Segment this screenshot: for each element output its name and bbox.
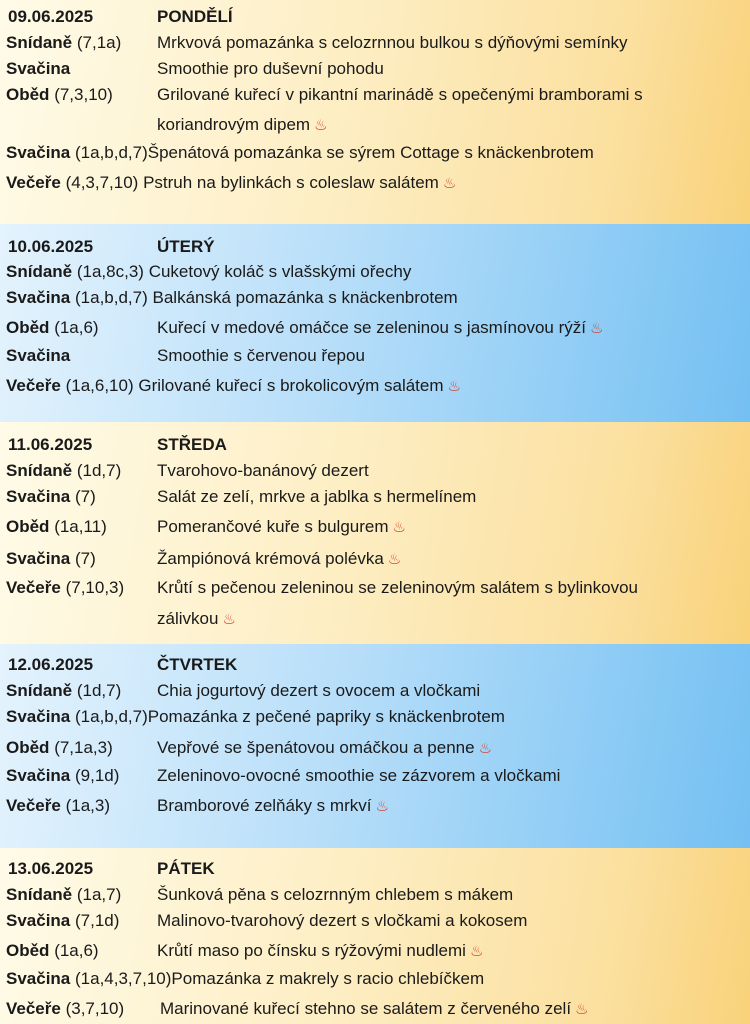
meal-label: Večeře	[6, 376, 61, 395]
meal-allergens: (7,1d)	[75, 911, 120, 930]
meal-dish: Bramborové zelňáky s mrkví	[157, 796, 372, 815]
meal-label: Svačina	[6, 143, 71, 162]
meal-allergens: (7,1a)	[76, 33, 122, 52]
hot-meal-icon: ♨	[375, 798, 389, 815]
meal-label: Svačina	[6, 288, 71, 307]
hot-meal-icon: ♨	[442, 175, 457, 192]
meal-allergens: (1a,6)	[54, 941, 99, 960]
meal-label: Oběd	[6, 941, 50, 960]
meal-dish: Malinovo-tvarohový dezert s vločkami a kokosem	[157, 911, 528, 930]
hot-meal-icon: ♨	[447, 378, 461, 395]
meal-allergens: (1a,7)	[76, 885, 122, 904]
meal-allergens: (7,3,10)	[54, 85, 113, 104]
meal-dish: Kuřecí v medové omáčce se zeleninou s jasmínovou rýží	[157, 318, 586, 337]
meal-label: Snídaně	[6, 681, 73, 700]
meal-dish: Mrkvová pomazánka s celozrnnou bulkou s dýňovými semínky	[157, 33, 628, 52]
meal-label: Snídaně	[6, 885, 73, 904]
meal-allergens: (1a,6,10)	[65, 376, 134, 395]
day-block-friday	[0, 848, 750, 1024]
meal-label: Večeře	[6, 999, 61, 1018]
meal-label: Svačina	[6, 707, 71, 726]
hot-meal-icon: ♨	[222, 611, 236, 628]
meal-dish: Tvarohovo-banánový dezert	[157, 461, 369, 480]
meal-dish: Šunková pěna s celozrnným chlebem s mákem	[157, 885, 514, 904]
meal-label: Snídaně	[6, 461, 73, 480]
meal-dish-continued: koriandrovým dipem	[157, 115, 311, 134]
meal-allergens: (7,10,3)	[65, 578, 125, 597]
day-name: STŘEDA	[157, 435, 227, 454]
meal-dish: Cuketový koláč s vlašskými ořechy	[148, 262, 412, 281]
hot-meal-icon: ♨	[314, 117, 328, 134]
hot-meal-icon: ♨	[589, 320, 604, 337]
meal-allergens: (3,7,10)	[65, 999, 125, 1018]
meal-label: Svačina	[6, 969, 71, 988]
meal-label: Snídaně	[6, 262, 73, 281]
meal-label: Oběd	[6, 85, 50, 104]
meal-dish: Salát ze zelí, mrkve a jablka s hermelínem	[157, 487, 477, 506]
meal-dish: Krůtí maso po čínsku s rýžovými nudlemi	[157, 941, 466, 960]
meal-dish: Smoothie s červenou řepou	[157, 346, 365, 365]
meal-dish: Krůtí s pečenou zeleninou se zeleninovým salátem s bylinkovou	[157, 578, 638, 597]
hot-meal-icon: ♨	[469, 943, 484, 960]
hot-meal-icon: ♨	[575, 1001, 589, 1018]
meal-dish: Pomerančové kuře s bulgurem	[157, 517, 389, 536]
meal-dish: Balkánská pomazánka s knäckenbrotem	[152, 288, 458, 307]
meal-allergens: (7,1a,3)	[54, 738, 113, 757]
meal-label: Večeře	[6, 796, 61, 815]
day-block-wednesday	[0, 422, 750, 644]
meal-dish-continued: zálivkou	[157, 609, 219, 628]
day-date: 09.06.2025	[8, 7, 94, 26]
meal-allergens: (1a,11)	[54, 517, 107, 536]
meal-label: Svačina	[6, 346, 71, 365]
meal-dish: Smoothie pro duševní pohodu	[157, 59, 384, 78]
day-date: 10.06.2025	[8, 237, 94, 256]
meal-dish: Chia jogurtový dezert s ovocem a vločkami	[157, 681, 481, 700]
day-name: ČTVRTEK	[157, 655, 238, 674]
meal-allergens: (1a,3)	[65, 796, 110, 815]
meal-dish: Zeleninovo-ovocné smoothie se zázvorem a vločkami	[157, 766, 561, 785]
meal-allergens: (1a,8c,3)	[76, 262, 144, 281]
day-block-monday	[0, 0, 750, 224]
meal-label: Oběd	[6, 738, 50, 757]
meal-allergens: (1a,b,d,7)	[75, 143, 148, 162]
meal-label: Oběd	[6, 517, 50, 536]
day-date: 12.06.2025	[8, 655, 94, 674]
meal-dish: Pstruh na bylinkách s coleslaw salátem	[143, 173, 439, 192]
meal-allergens: (1a,b,d,7)	[75, 288, 148, 307]
meal-label: Svačina	[6, 487, 71, 506]
meal-dish: Pomazánka z pečené papriky s knäckenbrotem	[147, 707, 505, 726]
meal-dish: Pomazánka z makrely s racio chlebíčkem	[171, 969, 485, 988]
meal-allergens: (1a,6)	[54, 318, 99, 337]
hot-meal-icon: ♨	[387, 551, 402, 568]
meal-label: Snídaně	[6, 33, 73, 52]
meal-allergens: (1a,b,d,7)	[75, 707, 148, 726]
day-date: 13.06.2025	[8, 859, 94, 878]
day-name: PONDĚLÍ	[157, 7, 233, 26]
meal-dish: Grilované kuřecí v pikantní marinádě s opečenými bramborami s	[157, 85, 643, 104]
meal-allergens: (9,1d)	[75, 766, 120, 785]
meal-allergens: (1d,7)	[76, 461, 122, 480]
meal-dish: Žampiónová krémová polévka	[157, 549, 384, 568]
meal-allergens: (7)	[75, 549, 96, 568]
meal-allergens: (1d,7)	[76, 681, 122, 700]
day-block-thursday	[0, 644, 750, 848]
meal-allergens: (4,3,7,10)	[65, 173, 139, 192]
meal-label: Večeře	[6, 173, 61, 192]
day-name: ÚTERÝ	[157, 237, 215, 256]
meal-label: Svačina	[6, 766, 71, 785]
meal-dish: Marinované kuřecí stehno se salátem z červeného zelí	[160, 999, 572, 1018]
meal-label: Svačina	[6, 549, 71, 568]
day-date: 11.06.2025	[8, 435, 93, 454]
hot-meal-icon: ♨	[392, 519, 406, 536]
meal-allergens: (7)	[75, 487, 96, 506]
meal-label: Oběd	[6, 318, 50, 337]
meal-allergens: (1a,4,3,7,10)	[75, 969, 172, 988]
meal-label: Večeře	[6, 578, 61, 597]
meal-label: Svačina	[6, 59, 71, 78]
meal-dish: Grilované kuřecí s brokolicovým salátem	[138, 376, 444, 395]
hot-meal-icon: ♨	[478, 740, 493, 757]
meal-label: Svačina	[6, 911, 71, 930]
meal-dish: Vepřové se špenátovou omáčkou a penne	[157, 738, 475, 757]
meal-dish: Špenátová pomazánka se sýrem Cottage s knäckenbrotem	[147, 143, 594, 162]
day-name: PÁTEK	[157, 859, 215, 878]
day-block-tuesday	[0, 224, 750, 422]
